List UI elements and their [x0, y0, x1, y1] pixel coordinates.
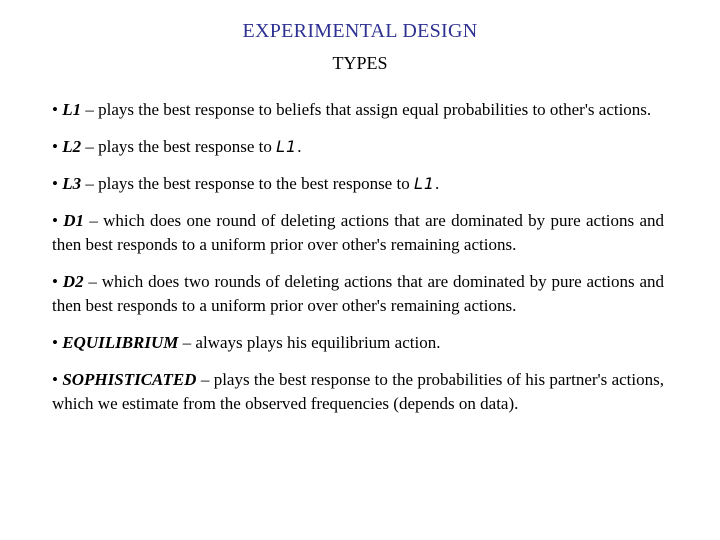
- list-item-l3: [52, 172, 664, 196]
- slide-title: EXPERIMENTAL DESIGN: [242, 20, 478, 42]
- list-item-l1: [52, 98, 664, 122]
- bullet: •: [52, 100, 58, 119]
- type-reference: L1: [276, 137, 298, 156]
- sentence-end: .: [297, 137, 302, 156]
- bullet: •: [52, 174, 58, 193]
- type-term: L3: [62, 174, 82, 193]
- list-item-equilibrium: [52, 331, 664, 355]
- type-term: L1: [62, 100, 82, 119]
- bullet: •: [52, 333, 58, 352]
- sentence-end: .: [435, 174, 440, 193]
- type-description: – always plays his equilibrium action.: [178, 333, 441, 352]
- bullet: •: [52, 211, 58, 230]
- type-term: SOPHISTICATED: [62, 370, 197, 389]
- type-description: – plays the best response to the best response to: [81, 174, 414, 193]
- list-item-d2: [52, 270, 664, 318]
- type-description: – plays the best response to the probabilities of his partner's actions, which we estimate from the observed frequencies (depends on data).: [52, 370, 664, 413]
- type-reference: L1: [413, 174, 436, 193]
- list-item-sophisticated: [52, 368, 664, 416]
- list-item-l2: [52, 135, 664, 159]
- bullet: •: [52, 272, 58, 291]
- type-description: – which does one round of deleting actions that are dominated by pure actions and then best responds to a uniform prior over other's remaining actions.: [52, 211, 664, 254]
- type-term: L2: [62, 137, 82, 156]
- type-term: EQUILIBRIUM: [62, 333, 179, 352]
- type-description: – which does two rounds of deleting actions that are dominated by pure actions and then best responds to a uniform prior over other's remaining actions.: [52, 272, 665, 315]
- type-term: D2: [62, 272, 84, 291]
- list-item-d1: [52, 209, 664, 257]
- type-list: [52, 98, 664, 429]
- type-term: D1: [63, 211, 85, 230]
- slide-subtitle: TYPES: [332, 53, 388, 73]
- type-description: – plays the best response to: [81, 137, 277, 156]
- bullet: •: [52, 137, 58, 156]
- type-description: – plays the best response to beliefs that assign equal probabilities to other's actions.: [81, 100, 652, 119]
- bullet: •: [52, 370, 58, 389]
